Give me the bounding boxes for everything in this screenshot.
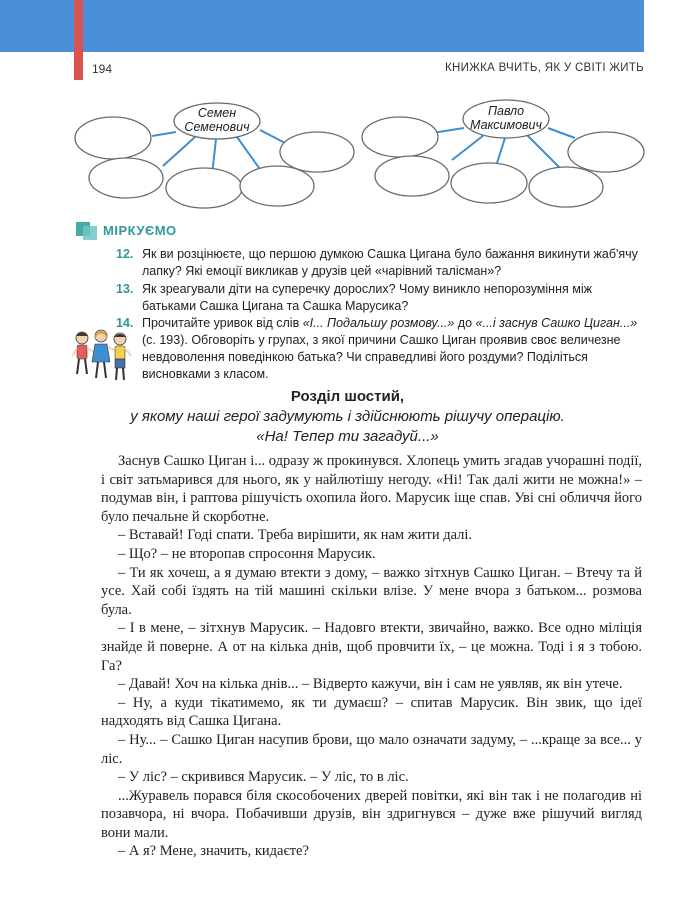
section-title: МІРКУЄМО [103,223,177,238]
empty-trait-ellipse [240,166,314,206]
story-text [101,452,642,861]
question-number: 13. [116,282,134,296]
question-text: Як зреагували діти на суперечку дорослих? Чому виникло непорозуміння між батьками Сашка Цигана та Сашка Марусика? [142,282,592,313]
connector [152,132,176,136]
right-center-label: Павло Максимович [470,104,542,132]
paragraph: Заснув Сашко Циган і... одразу ж прокинувся. Хлопець умить згадав учорашні події, і світ затьмарився для нього, як у найлютішу негоду. «Ні! Так далі жити не можна!» – подумав він, і раптова рішучість охопила його. Марусик іще спав. Уві сні обличчя його було печальне й скорботне. [101,453,642,525]
empty-trait-ellipse [166,168,242,208]
question-text: Як ви розцінюєте, що першою думкою Сашка Цигана було бажання викинути жаб'ячу лапку? Які емоції викликав у друзів цей «чарівний талісман»? [142,247,638,278]
paragraph: – Давай! Хоч на кілька днів... – Відверто кажучи, він і сам не уявляв, як він утече. [118,676,623,693]
paragraph: ...Журавель порався біля скособочених дверей повітки, які він так і не полагодив ні позавчора, ні вчора. Побачивши друзів, він здригнувся – дуже вже рішучий вигляд вони мали. [101,787,642,841]
connector [237,137,262,172]
question-13 [116,281,644,315]
paragraph: – Що? – не второпав спросоння Марусик. [118,545,376,562]
left-center-label: Семен Семенович [184,106,250,134]
paragraph: – Вставай! Годі спати. Треба вирішити, як нам жити далі. [118,527,473,544]
paragraph: – І в мене, – зітхнув Марусик. – Надовго втекти, звичайно, важко. Все одно міліція знайде й поверне. А от на кілька днів, щоб провчити їх, – це можна. Тоді і я з тобою. Га? [101,620,642,674]
empty-trait-ellipse [362,117,438,157]
empty-trait-ellipse [375,156,449,196]
question-14 [116,315,644,383]
section-icon [76,222,98,240]
connector [497,138,505,163]
page-number: 194 [92,62,113,76]
paragraph: – А я? Мене, значить, кидаєте? [118,843,309,860]
empty-trait-ellipse [451,163,527,203]
paragraph: – Ну, а куди тікатимемо, як ти думаєш? – спитав Марусик. Він звик, що ідеї надходять від Сашка Цигана. [101,694,642,730]
question-text: Прочитайте уривок від слів «І... Подальшу розмову...» до «...і заснув Сашко Циган...» (с. 193). Обговоріть у групах, з якої причини Сашко Циган проявив своє величезне невдоволення поведінкою батька? Чи справедливі його роздуми? Поділіться висновками з класом. [142,316,638,381]
paragraph: – Ну... – Сашко Циган насупив брови, що мало означати задуму, – ...краще за все... у ліс. [101,731,642,767]
chapter-subtitle: у якому наші герої задумують і здійснюють рішучу операцію. [130,408,565,425]
paragraph: – У ліс? – скривився Марусик. – У ліс, то в ліс. [118,769,409,786]
empty-trait-ellipse [89,158,163,198]
question-number: 14. [116,316,134,330]
chapter-title: Розділ шостий, [290,388,405,405]
connector [260,130,287,144]
empty-trait-ellipse [568,132,644,172]
question-number: 12. [116,247,134,261]
empty-trait-ellipse [529,167,603,207]
connector [452,135,484,160]
connector [527,135,560,168]
chapter-epigraph: «На! Тепер ти загадуй...» [256,428,439,445]
children-group-illustration [72,326,132,384]
question-12 [116,246,644,280]
connector [163,137,195,166]
connector [548,128,575,138]
paragraph: – Ти як хочеш, а я думаю втекти з дому, – важко зітхнув Сашко Циган. – Втечу та й усе. Хай собі їздять на тій машині скільки влізе. У мене вчора з батьком... розмова була. [101,564,642,618]
character-diagram [0,0,695,215]
empty-trait-ellipse [280,132,354,172]
empty-trait-ellipse [75,117,151,159]
running-head: КНИЖКА ВЧИТЬ, ЯК У СВІТІ ЖИТЬ [445,62,644,74]
